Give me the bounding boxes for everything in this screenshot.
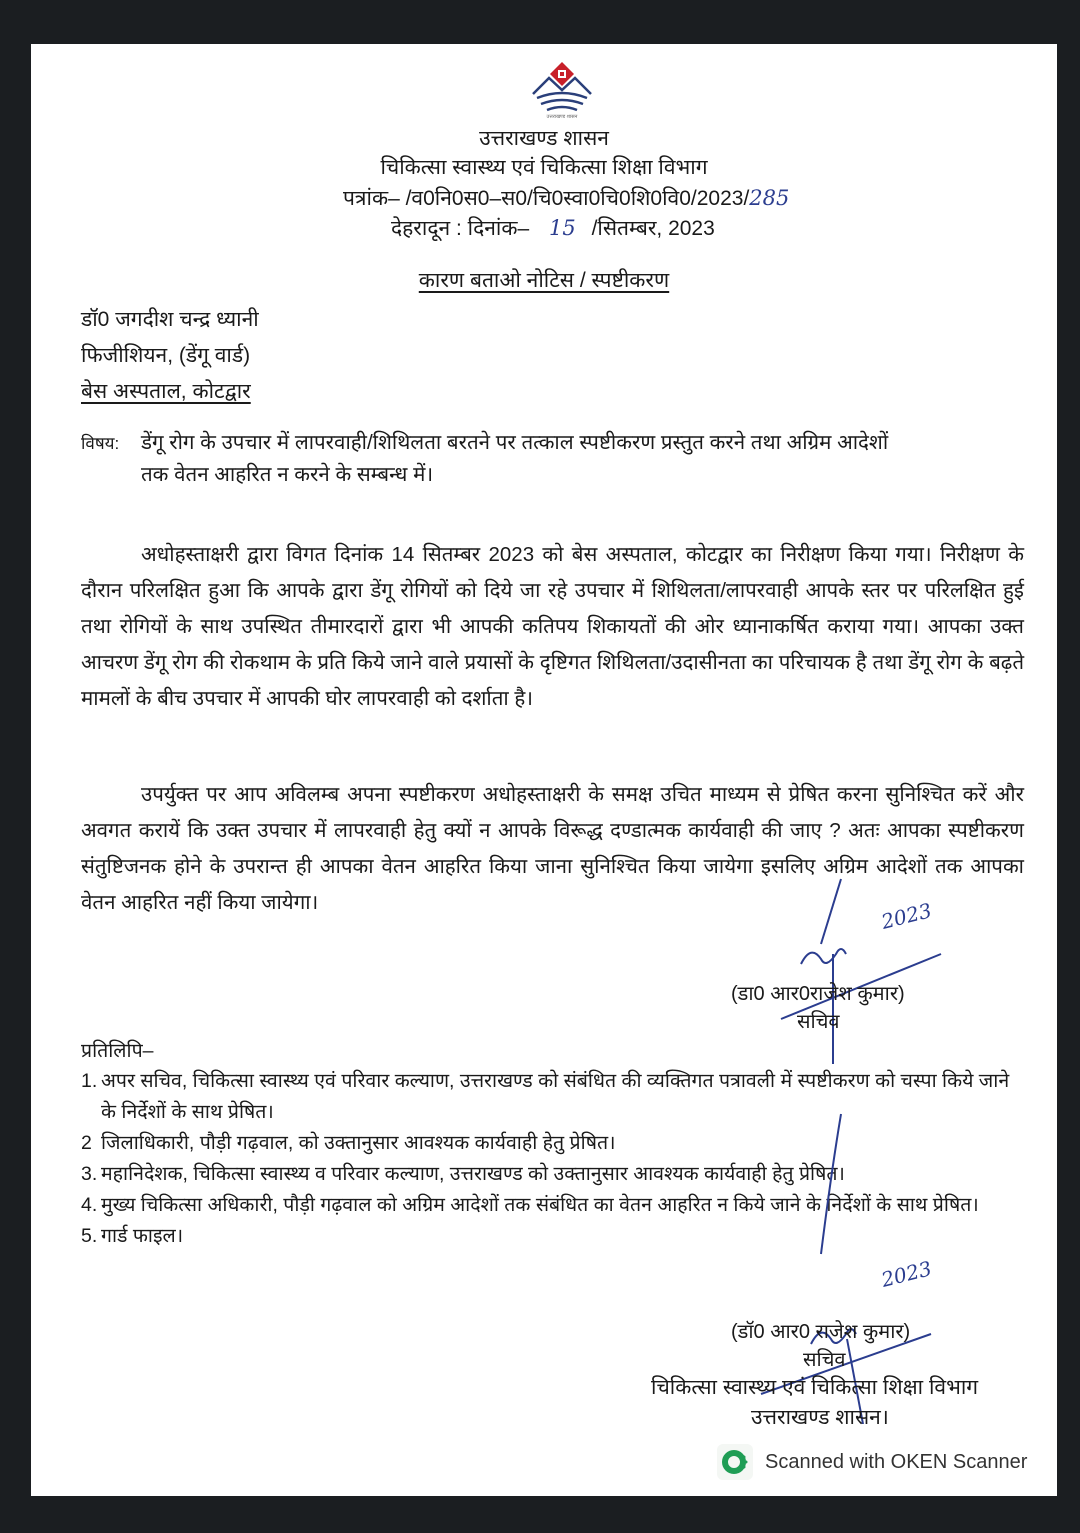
subject-label: विषय:	[81, 434, 120, 453]
notice-title: कारण बताओ नोटिस / स्पष्टीकरण	[418, 269, 670, 292]
signatory-2-name: (डॉ0 आर0 राजेश कुमार)	[731, 1321, 911, 1343]
letter-number-printed: पत्रांक– /व0नि0स0–स0/चि0स्वा0चि0शि0वि0/2023/	[343, 187, 750, 210]
subject-line-2: तक वेतन आहरित न करने के सम्बन्ध में।	[141, 463, 434, 486]
copy-to-item: 3. महानिदेशक, चिकित्सा स्वास्थ्य व परिवार कल्याण, उत्तराखण्ड को उक्तानुसार आवश्यक कार्यवाही हेतु प्रेषित।	[81, 1163, 845, 1185]
addressee-place: बेस अस्पताल, कोटद्वार	[81, 380, 251, 403]
oken-scanner-logo-icon	[717, 1444, 753, 1480]
subject-text	[141, 427, 1031, 491]
subject-line-1: डेंगू रोग के उपचार में लापरवाही/शिथिलता बरतने पर तत्काल स्पष्टीकरण प्रस्तुत करने तथा अग्रिम आदेशों	[141, 431, 889, 454]
signatory-2-government: उत्तराखण्ड शासन।	[751, 1406, 889, 1429]
signature-1-handwritten-date: 2023	[878, 898, 935, 934]
signatory-2-designation: सचिव	[803, 1349, 846, 1371]
copy-to-heading: प्रतिलिपि–	[81, 1040, 154, 1062]
government-name: उत्तराखण्ड शासन	[479, 127, 609, 150]
copy-to-item: 5. गार्ड फाइल।	[81, 1225, 184, 1247]
scanner-watermark	[717, 1444, 1027, 1480]
letter-number-handwritten: 285	[749, 186, 790, 210]
copy-to-item: 4. मुख्य चिकित्सा अधिकारी, पौड़ी गढ़वाल को अग्रिम आदेशों तक संबंधित का वेतन आहरित न किये जाने के निर्देशों के साथ प्रेषित।	[81, 1194, 979, 1216]
scanner-watermark-text: Scanned with OKEN Scanner	[765, 1450, 1028, 1473]
addressee-name: डॉ0 जगदीश चन्द्र ध्यानी	[81, 308, 259, 331]
letter-date	[391, 213, 715, 244]
copy-to-item: 2 जिलाधिकारी, पौड़ी गढ़वाल, को उक्तानुसार आवश्यक कार्यवाही हेतु प्रेषित।	[81, 1132, 616, 1154]
copy-to-item: 1. अपर सचिव, चिकित्सा स्वास्थ्य एवं परिवार कल्याण, उत्तराखण्ड को संबंधित की व्यक्तिगत पत्रावली में स्पष्टीकरण को चस्पा किये जाने के निर्देशों के साथ प्रेषित।	[81, 1070, 1010, 1123]
signature-2-handwritten-date: 2023	[878, 1256, 935, 1292]
signatory-2-department: चिकित्सा स्वास्थ्य एवं चिकित्सा शिक्षा विभाग	[651, 1376, 979, 1399]
signatory-1-name: (डा0 आर0राजेश कुमार)	[731, 983, 905, 1005]
addressee-designation: फिजीशियन, (डेंगू वार्ड)	[81, 344, 251, 367]
date-prefix: देहरादून : दिनांक–	[391, 217, 530, 240]
letter-number	[343, 183, 789, 214]
signatory-1-designation: सचिव	[797, 1011, 840, 1033]
body-paragraph-1: अधोहस्ताक्षरी द्वारा विगत दिनांक 14 सितम्बर 2023 को बेस अस्पताल, कोटद्वार का निरीक्षण किया गया। निरीक्षण के दौरान परिलक्षित हुआ कि आपके द्वारा डेंगू रोगियों को दिये जा रहे उपचार में शिथिलता/लापरवाही आपके स्तर पर परिलक्षित हुई तथा रोगियों के साथ उपस्थित तीमारदारों द्वारा भी आपकी कतिपय शिकायतों की ओर ध्यानाकर्षित कराया गया। आपका उक्त आचरण डेंगू रोग की रोकथाम के प्रति किये जाने वाले प्रयासों के दृष्टिगत शिथिलता/उदासीनता का परिचायक है तथा डेंगू रोग के बढ़ते मामलों के बीच उपचार में आपकी घोर लापरवाही को दर्शाता है।	[81, 543, 1024, 710]
body-paragraph-2: उपर्युक्त पर आप अविलम्ब अपना स्पष्टीकरण अधोहस्ताक्षरी के समक्ष उचित माध्यम से प्रेषित करना सुनिश्चित करें और अवगत करायें कि उक्त उपचार में लापरवाही हेतु क्यों न आपके विरूद्ध दण्डात्मक कार्यवाही की जाए ? अतः आपका स्पष्टीकरण संतुष्टिजनक होने के उपरान्त ही आपका वेतन आहरित किया जाना सुनिश्चित किया जायेगा इसलिए अग्रिम आदेशों तक आपका वेतन आहरित नहीं किया जायेगा।	[81, 783, 1024, 914]
emblem-caption: उत्तराखण्ड शासन	[546, 114, 578, 120]
date-day-handwritten: 15	[548, 216, 576, 240]
department-name: चिकित्सा स्वास्थ्य एवं चिकित्सा शिक्षा विभाग	[380, 156, 708, 179]
document-page	[31, 44, 1057, 1496]
addressee-block	[81, 302, 259, 410]
date-suffix: /सितम्बर, 2023	[591, 217, 715, 240]
